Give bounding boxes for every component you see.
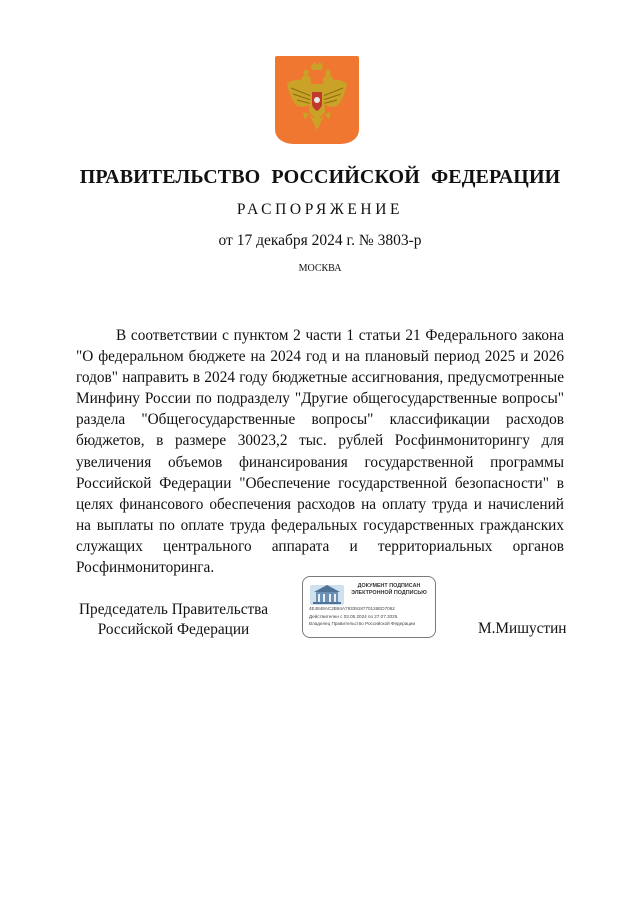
stamp-heading-line-1: ДОКУМЕНТ ПОДПИСАН xyxy=(357,583,421,589)
electronic-signature-stamp xyxy=(302,576,436,638)
stamp-heading-line-2: ЭЛЕКТРОННОЙ ПОДПИСЬЮ xyxy=(351,590,427,596)
document-city: МОСКВА xyxy=(298,263,342,274)
stamp-validity: Действителен с 03.05.2024 по 27.07.2025 xyxy=(309,614,398,619)
signatory-position-line-1: Председатель Правительства xyxy=(79,601,268,618)
coat-of-arms-emblem xyxy=(275,56,359,144)
government-title: ПРАВИТЕЛЬСТВО РОССИЙСКОЙ ФЕДЕРАЦИИ xyxy=(79,166,561,188)
signatory-name: М.Мишустин xyxy=(478,620,567,637)
stamp-heading xyxy=(343,583,435,597)
signatory-position xyxy=(76,600,271,640)
document-dateline: от 17 декабря 2024 г. № 3803-р xyxy=(218,232,422,249)
document-type: РАСПОРЯЖЕНИЕ xyxy=(236,201,404,218)
double-headed-eagle-icon xyxy=(275,56,359,144)
stamp-certificate-serial: 4E4848AC2B84A7933918770126ED7062 xyxy=(309,606,395,611)
order-body-paragraph: В соответствии с пунктом 2 части 1 статьи 21 Федерального закона "О федеральном бюджете на 2024 год и на плановый период 2025 и 2026 годов" направить в 2024 году бюджетные ассигнования, предусмотренные Минфину России по подразделу "Другие общегосударственные вопросы" раздела "Общегосударственные вопросы" классификации расходов бюджетов, в размере 30023,2 тыс. рублей Росфинмониторингу для увеличения объемов финансирования государственной программы Российской Федерации "Обеспечение государственной безопасности" в целях финансового обеспечения расходов на оплату труда и начислений на выплаты по оплате труда федеральных государственных гражданских служащих центрального аппарата и территориальных органов Росфинмониторинга. xyxy=(76,327,564,577)
signatory-position-line-2: Российской Федерации xyxy=(97,621,250,638)
government-building-icon xyxy=(309,582,345,606)
stamp-owner: Владелец Правительство Российской Федерации xyxy=(309,621,416,626)
